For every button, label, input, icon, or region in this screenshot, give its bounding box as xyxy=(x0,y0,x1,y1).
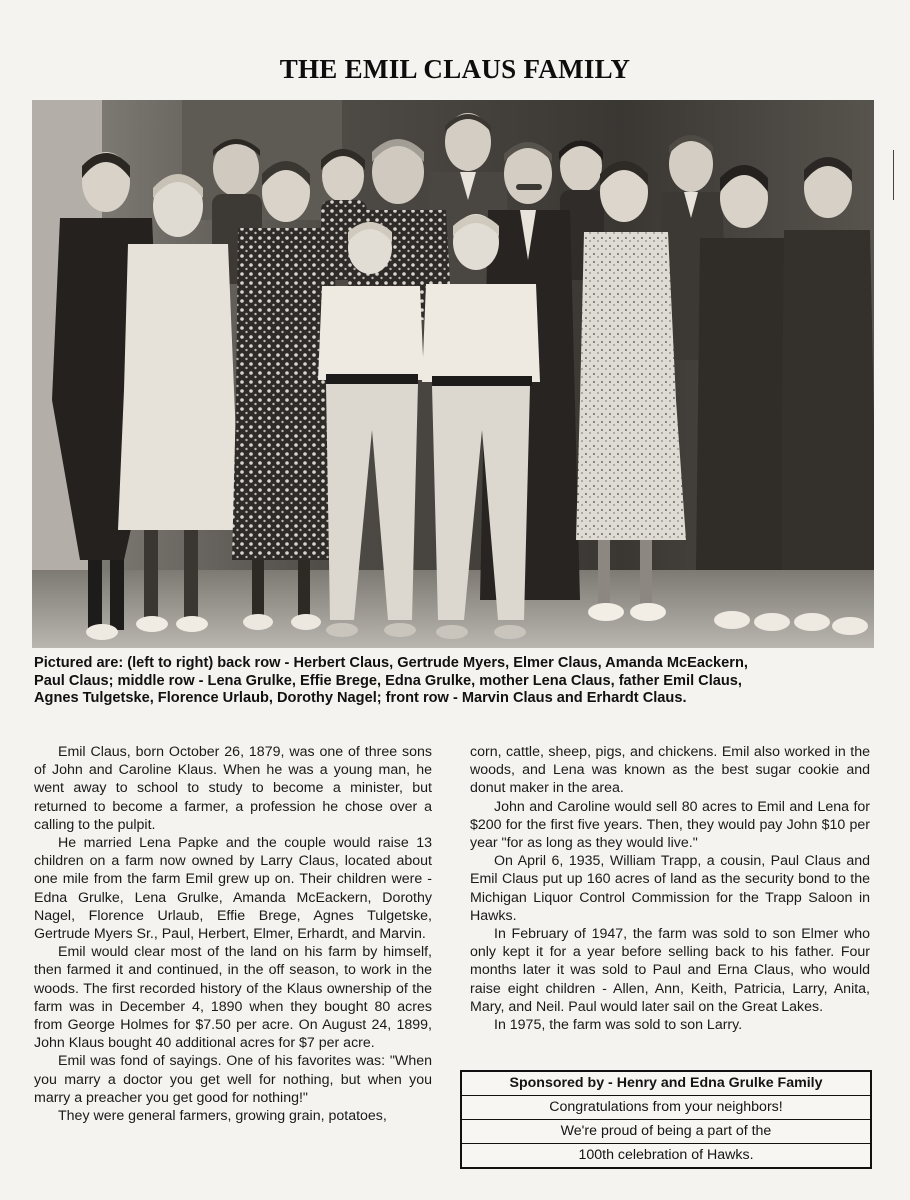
photo-caption: Pictured are: (left to right) back row - Herbert Claus, Gertrude Myers, Elmer Claus, Amanda McEackern, Paul Claus; middle row - Lena Grulke, Effie Brege, Edna Grulke, mother Lena Claus, father Emil Claus, Agnes Tulgetske, Florence Urlaub, Dorothy Nagel; front row - Marvin Claus and Erhardt Claus. xyxy=(34,655,748,706)
page-title: THE EMIL CLAUS FAMILY xyxy=(279,54,631,84)
paragraph: Emil Claus, born October 26, 1879, was one of three sons of John and Caroline Klaus. When he was a young man, he went away to school to study to become a minister, but returned to become a farmer, a profession he chose over a calling to the pulpit. xyxy=(34,744,432,833)
paragraph: John and Caroline would sell 80 acres to Emil and Lena for $200 for the first five years. Then, they would pay John $10 per year "for as long as they would live." xyxy=(470,798,870,852)
sponsor-box xyxy=(460,1070,872,1169)
margin-mark xyxy=(893,150,894,200)
article-left-column xyxy=(34,743,432,1125)
paragraph: Emil would clear most of the land on his farm by himself, then farmed it and continued, in the off season, to work in the woods. The first recorded history of the Klaus ownership of the farm was in December 4, 1890 when they bought 80 acres from George Holmes for $7.50 per acre. On August 24, 1899, John Klaus bought 40 additional acres for $7 per acre. xyxy=(34,944,432,1052)
paragraph: They were general farmers, growing grain, potatoes, xyxy=(58,1108,387,1125)
paragraph: corn, cattle, sheep, pigs, and chickens. Emil also worked in the woods, and Lena was known as the best sugar cookie and donut maker in the area. xyxy=(470,744,870,797)
sponsor-line: Congratulations from your neighbors! xyxy=(462,1095,870,1119)
paragraph: In 1975, the farm was sold to son Larry. xyxy=(494,1017,743,1034)
article-right-column xyxy=(470,743,870,1034)
paragraph: Emil was fond of sayings. One of his favorites was: "When you marry a doctor you get well for nothing, but when you marry a preacher you get good for nothing!" xyxy=(34,1053,432,1106)
family-photo xyxy=(32,100,874,648)
paragraph: In February of 1947, the farm was sold to son Elmer who only kept it for a year before selling back to his father. Four months later it was sold to Paul and Erna Claus, who would raise eight children - Allen, Ann, Keith, Patricia, Larry, Anita, Mary, and Neil. Paul would later sail on the Great Lakes. xyxy=(470,926,870,1015)
paragraph: He married Lena Papke and the couple would raise 13 children on a farm now owned by Larry Claus, located about one mile from the farm Emil grew up on. Their children were - Edna Grulke, Lena Grulke, Amanda McEackern, Dorothy Nagel, Florence Urlaub, Effie Brege, Agnes Tulgetske, Gertrude Myers Sr., Paul, Herbert, Elmer, Erhardt, and Marvin. xyxy=(34,835,432,943)
sponsor-line: 100th celebration of Hawks. xyxy=(462,1143,870,1167)
sponsor-heading: Sponsored by - Henry and Edna Grulke Family xyxy=(509,1075,823,1091)
paragraph: On April 6, 1935, William Trapp, a cousin, Paul Claus and Emil Claus put up 160 acres of land as the security bond to the Michigan Liquor Control Commission for the Trapp Saloon in Hawks. xyxy=(470,853,870,924)
sponsor-line: We're proud of being a part of the xyxy=(462,1119,870,1143)
